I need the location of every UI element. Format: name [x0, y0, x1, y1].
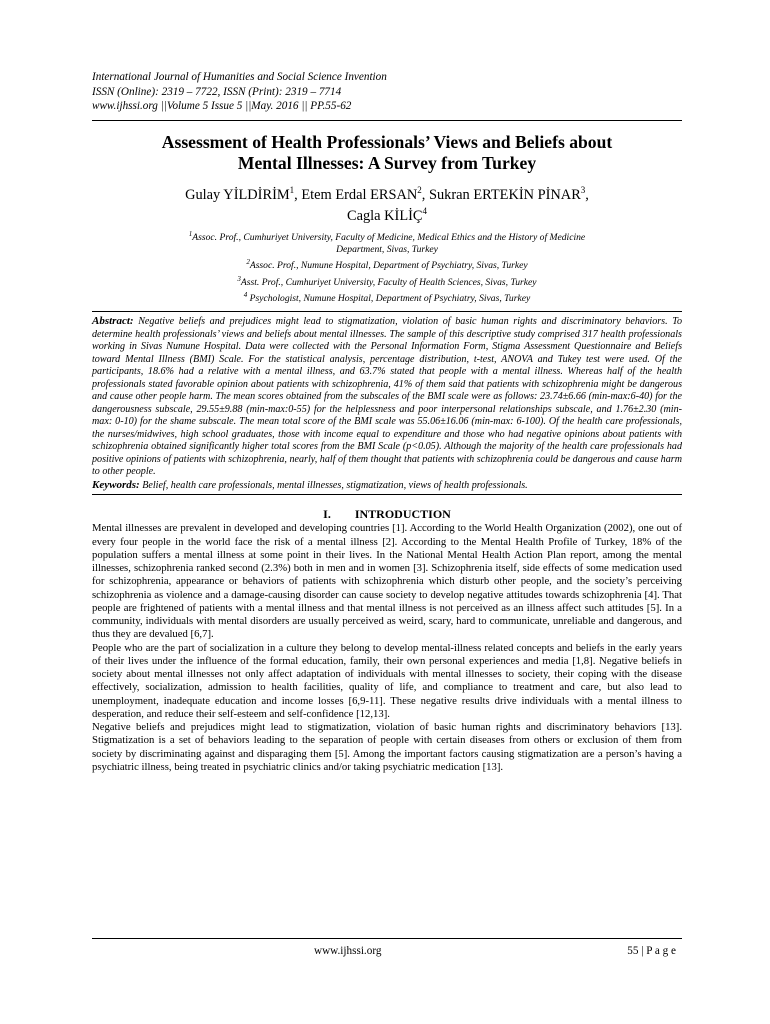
affiliation-1-mark: 1: [188, 230, 193, 239]
affiliation-4-mark: 4: [243, 291, 248, 300]
author-separator: ,: [421, 186, 429, 203]
abstract: [92, 311, 682, 479]
body-paragraph-3: Negative beliefs and prejudices might lead to stigmatization, violation of basic human rights and discriminatory behaviors [13]. Stigmatization is a set of behaviors leading to the separation of people with certain diseases from others or exclusion of them from society by discriminating against and disparaging them [5]. Among the important factors causing stigmatization are a person’s having a psychiatric illness, being treated in psychiatric clinics and/or taking psychiatric medication [13].: [92, 721, 682, 773]
author-4-mark: 4: [422, 206, 428, 217]
affiliation-3-text: Asst. Prof., Cumhuriyet University, Faculty of Health Sciences, Sivas, Turkey: [240, 276, 537, 288]
keywords: [92, 479, 682, 496]
section-heading: [92, 507, 682, 522]
author-list: [92, 182, 682, 226]
paper-title-line-1: Assessment of Health Professionals’ Views and Beliefs about: [161, 131, 613, 152]
section-number: I.: [323, 507, 331, 522]
author-4-name: Cagla KİLİÇ: [346, 208, 423, 225]
journal-volume-line: www.ijhssi.org ||Volume 5 Issue 5 ||May. 2016 || PP.55-62: [92, 100, 352, 112]
author-separator: ,: [585, 186, 589, 203]
affiliation-list: [92, 228, 682, 305]
body-paragraph-1: Mental illnesses are prevalent in developed and developing countries [1]. According to the World Health Organization (2002), one out of every four people in the world face the risk of a mental illness [2]. According to the Mental Health Profile of Turkey, 18% of the population suffers a mental illness at some point in their lives. In the National Mental Health Action Plan report, among the mental illnesses, schizophrenia ranked second (2.3%) both in men and in women [3]. Schizophrenia itself, side effects of some medication used for schizophrenia, appearance or behaviors of patients with schizophrenia which disturb other people, and the society’s perceiving schizophrenia as violence and a damage-causing disorder can cause society to develop negative attitudes towards schizophrenia [4]. That people are frightened of patients with a mental illness and that mental illness is not perceived as an illness affect such attitudes [5]. In a community, individuals with mental disorders are usually perceived as weird, scary, hard to communicate, unreliable and dangerous, and thus they are devalued [6,7].: [92, 522, 682, 641]
affiliation-1: [92, 228, 682, 244]
author-2-name: Etem Erdal ERSAN: [301, 186, 418, 203]
header-divider: [92, 120, 682, 121]
affiliation-2-mark: 2: [246, 258, 250, 267]
keywords-label: Keywords:: [92, 478, 140, 491]
affiliation-2: [92, 256, 682, 272]
footer-divider: [92, 938, 682, 939]
body-paragraph-2: People who are the part of socialization in a culture they belong to develop mental-illness related concepts and beliefs in the early years of their lives under the influence of the formal education, family, their own personal experiences and media [1,8]. Negative beliefs in society about mental illnesses not only affect adaptation of individuals with mental illnesses to society, their coping with the disease effectively, socialization, admission to health facilities, quality of life, and compliance to treatment and care, but also lead to unemployment, inadequate education and income losses [6,9-11]. These negative results drive individuals with a mental illness to desperation, and reduce their self-esteem and self-confidence [12,13].: [92, 641, 682, 720]
author-separator: ,: [294, 186, 302, 203]
affiliation-3-mark: 3: [237, 274, 241, 283]
abstract-label: Abstract:: [92, 315, 134, 328]
author-1-mark: 1: [289, 184, 295, 195]
author-line-2: [92, 203, 682, 225]
body-text: [92, 522, 682, 774]
author-3-name: Sukran ERTEKİN PİNAR: [428, 186, 581, 203]
author-2-mark: 2: [417, 184, 422, 195]
affiliation-4-text: Psychologist, Numune Hospital, Department of Psychiatry, Sivas, Turkey: [247, 293, 531, 305]
page-footer: [92, 944, 682, 958]
affiliation-2-text: Assoc. Prof., Numune Hospital, Department of Psychiatry, Sivas, Turkey: [249, 260, 528, 272]
paper-title-line-2: Mental Illnesses: A Survey from Turkey: [237, 153, 537, 173]
affiliation-1-cont: Department, Sivas, Turkey: [336, 244, 438, 256]
page-number: 55 | P a g e: [627, 945, 676, 957]
paper-page: [92, 70, 682, 774]
author-3-mark: 3: [580, 184, 586, 195]
affiliation-3: [92, 273, 682, 289]
keywords-text: Belief, health care professionals, mental illnesses, stigmatization, views of health professionals.: [139, 479, 528, 491]
journal-issn: ISSN (Online): 2319 – 7722, ISSN (Print): 2319 – 7714: [92, 85, 342, 98]
journal-name: International Journal of Humanities and Social Science Invention: [92, 71, 387, 83]
footer-website: www.ijhssi.org: [314, 945, 382, 957]
affiliation-1-text: Assoc. Prof., Cumhuriyet University, Faculty of Medicine, Medical Ethics and the History of Medicine: [192, 232, 586, 244]
author-line-1: [92, 182, 682, 204]
paper-title: [92, 132, 682, 175]
journal-header: [92, 70, 682, 114]
abstract-text: Negative beliefs and prejudices might lead to stigmatization, violation of basic human rights and discriminatory behaviors. To determine health professionals’ views and beliefs about mental illnesses. The sample of this descriptive study comprised 317 health professionals working in Sivas Numune Hospital. Data were collected with the Personal Information Form, Stigma Assessment Questionnaire and Beliefs toward Mental Illness (BMI) Scale. For the statistical analysis, percentage distribution, t-test, ANOVA and Tukey test were used. Of the participants, 18.6% had a relative with a mental illness, and 63.7% stated that people with a mental illness. Whereas half of the health professionals stated favorable opinion about patients with schizophrenia, 41% of them said that patients with schizophrenia might be dangerous and cause other people harm. The mean scores obtained from the subscales of the BMI scale were as follows: 23.74±6.66 (min-max:6-40) for the dangerousness subscale, 29.55±9.88 (min-max:0-55) for the helplessness and poor interpersonal relationships subscale, and 1.76±2.30 (min-max: 0-10) for the shame subscale. The mean total score of the BMI scale was 55.06±16.06 (min-max: 6-100). Of the health care professionals, the nurses/midwives, high school graduates, those with income equal to expenditure and those who had negative opinions about patients with schizophrenia obtained significantly higher total scores from the BMI Scale (p<0.05). Although the majority of the health care professionals had positive opinions of patients with schizophrenia, nearly, half of them thought that patients with schizophrenia could be dangerous and cause harm to other people.: [92, 316, 682, 478]
affiliation-4: [92, 289, 682, 305]
author-1-name: Gulay YİLDİRİM: [185, 186, 290, 203]
section-title: INTRODUCTION: [354, 507, 451, 522]
